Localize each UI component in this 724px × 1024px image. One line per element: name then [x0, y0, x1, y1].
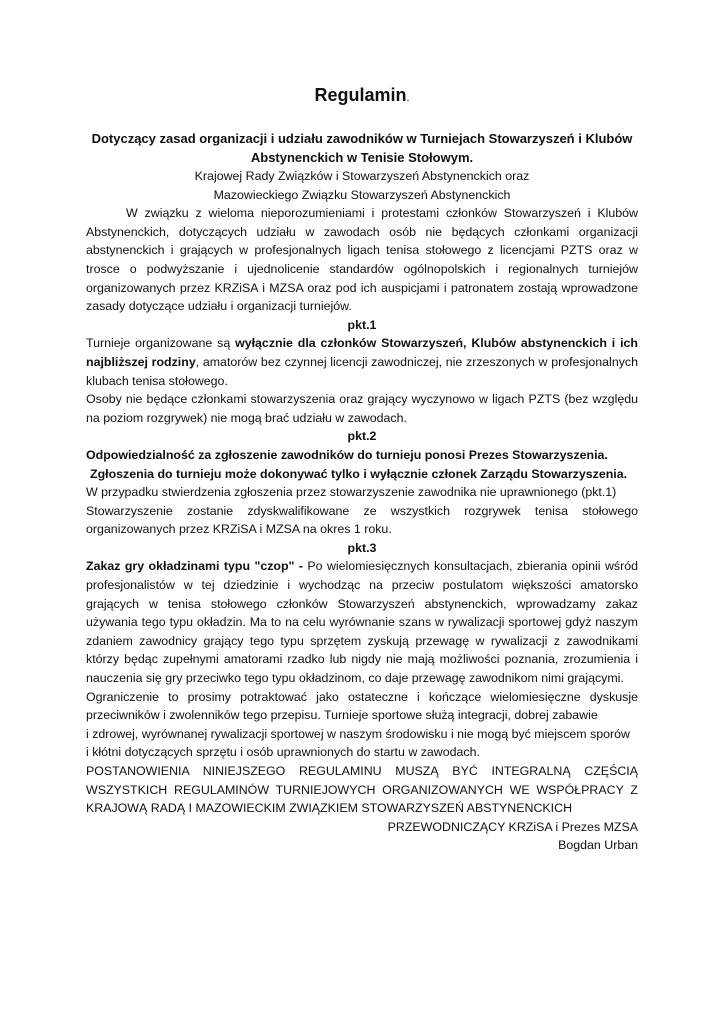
document-title: [86, 84, 638, 109]
pkt1-p1-pre: Turnieje organizowane są: [86, 336, 236, 351]
pkt1-paragraph-2: Osoby nie będące członkami stowarzyszenia oraz grający wyczynowo w ligach PZTS (bez względu na poziom rozgrywek) nie mogą brać udziału w zawodach.: [86, 392, 638, 425]
document-subtitle: Dotyczący zasad organizacji i udziału zawodników w Turniejach Stowarzyszeń i Klubów Abstynenckich w Tenisie Stołowym.: [91, 131, 633, 165]
pkt2-bold-1: Odpowiedzialność za zgłoszenie zawodników do turnieju ponosi Prezes Stowarzyszenia.: [86, 447, 608, 462]
pkt1-paragraph-1: [86, 334, 638, 390]
pkt2-paragraph-2: Stowarzyszenie zostanie zdyskwalifikowane ze wszystkich rozgrywek tenisa stołowego organizowanych przez KRZiSA i MZSA na okres 1 roku.: [86, 503, 638, 537]
pkt3-heading: pkt.3: [347, 540, 377, 555]
org-line-2: Mazowieckiego Związku Stowarzyszeń Abstynenckich: [213, 187, 511, 202]
intro-paragraph: W związku z wieloma nieporozumieniami i protestami członków Stowarzyszeń i Klubów Abstynenckich, dotyczących udziału w zawodach osób nie będących członkami organizacji abstynenckich i grających w profesjonalnych ligach tenisa stołowego z licencjami PZTS oraz w trosce o podwyższanie i ujednolicenie standardów ogólnopolskich i regionalnych turniejów organizowanych przez KRZiSA i MZSA oraz pod ich auspicjami i patronatem zostają wprowadzone zasady dotyczące udziału i organizacji turniejów.: [86, 206, 638, 314]
title-dot: .: [406, 92, 410, 104]
pkt1-p1-post: , amatorów bez czynnej licencji zawodniczej, nie zrzeszonych w profesjonalnych klubach tenisa stołowego.: [86, 354, 638, 388]
signature-role: PRZEWODNICZĄCY KRZiSA i Prezes MZSA: [387, 819, 638, 834]
final-clause: POSTANOWIENIA NINIEJSZEGO REGULAMINU MUSZĄ BYĆ INTEGRALNĄ CZĘŚCIĄ WSZYSTKICH REGULAMINÓW TURNIEJOWYCH ORGANIZOWANYCH WE WSPÓŁPRACY Z KRAJOWĄ RADĄ I MAZOWIECKIM ZWIĄZKIEM STOWARZYSZEŃ ABSTYNENCKICH: [86, 764, 638, 816]
pkt3-paragraph-4: i kłótni dotyczących sprzętu i osób uprawnionych do startu w zawodach.: [86, 745, 480, 760]
pkt2-bold-2: Zgłoszenia do turnieju może dokonywać tylko i wyłącznie członek Zarządu Stowarzyszenia.: [90, 466, 628, 481]
pkt3-paragraph-3: i zdrowej, wyrównanej rywalizacji sportowej w naszym środowisku i nie mogą być miejscem sporów: [86, 726, 630, 741]
pkt3-bold-lead: Zakaz gry okładzinami typu "czop" -: [86, 559, 303, 574]
pkt3-paragraph-1: [86, 557, 638, 687]
pkt1-heading: pkt.1: [347, 317, 377, 332]
pkt1-p1-bold: wyłącznie dla członków Stowarzyszeń, Klubów abstynenckich i ich najbliższej rodziny: [86, 336, 638, 369]
signature-name: Bogdan Urban: [558, 838, 638, 853]
title-text: Regulamin: [314, 85, 407, 105]
pkt2-heading: pkt.2: [347, 429, 377, 444]
pkt2-paragraph-1: W przypadku stwierdzenia zgłoszenia przez stowarzyszenie zawodnika nie uprawnionego (pkt.1): [86, 485, 617, 500]
pkt3-p1-text: Po wielomiesięcznych konsultacjach, zbierania opinii wśród profesjonalistów w tej dziedzinie i wychodząc na przeciw postulatom większości amatorsko grających w tenisa stołowego członków Stowarzyszeń abstynenckich, wprowadzamy zakaz używania tego typu okładzin. Ma to na celu wyrównanie szans w rywalizacji sportowej gdyż naszym zdaniem zawodnicy grający tego typu sprzętem zyskują przewagę w rywalizacji z zawodnikami którzy będąc zupełnymi amatorami rzadko lub nigdy nie mają możliwości poznania, zrozumienia i nauczenia się gry przeciwko tego typu okładzinom, co daje przewagę zawodnikom nimi grającymi.: [86, 559, 638, 686]
pkt3-paragraph-2: Ograniczenie to prosimy potraktować jako ostateczne i kończące wielomiesięczne dyskusje przeciwników i zwolenników tego przepisu. Turnieje sportowe służą integracji, dobrej zabawie: [86, 689, 638, 723]
org-line-1: Krajowej Rady Związków i Stowarzyszeń Abstynenckich oraz: [194, 169, 530, 183]
